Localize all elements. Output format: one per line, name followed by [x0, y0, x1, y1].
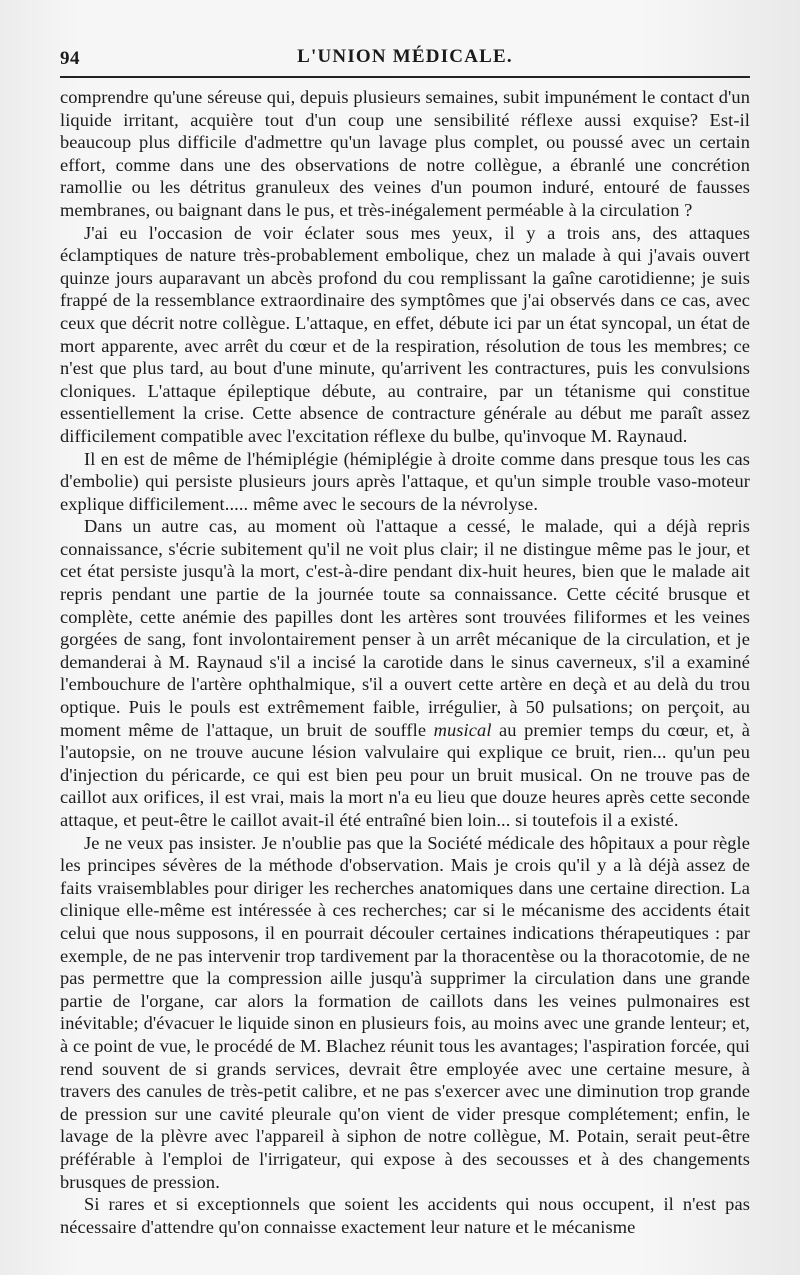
- italic-word-musical: musical: [433, 719, 492, 740]
- paragraph-2: J'ai eu l'occasion de voir éclater sous mes yeux, il y a trois ans, des attaques éclamptiques de nature très-probablement embolique, chez un malade à qui j'avais ouvert quinze jours auparavant un abcès profond du cou remplissant la gaîne carotidienne; je suis frappé de la ressemblance extraordinaire des symptômes que j'ai observés dans ce cas, avec ceux que décrit notre collègue. L'attaque, en effet, débute ici par un état syncopal, un état de mort apparente, avec arrêt du cœur et de la respiration, résolution de tous les membres; ce n'est que plus tard, au bout d'une minute, qu'arrivent les contractures, puis les convulsions cloniques. L'attaque épileptique débute, au contraire, par un tétanisme qui constitue essentiellement la crise. Cette absence de contracture générale au début me paraît assez difficilement compatible avec l'excitation réflexe du bulbe, qu'invoque M. Raynaud.: [60, 222, 750, 446]
- page-number: 94: [60, 48, 80, 69]
- paragraph-4-part-a: Dans un autre cas, au moment où l'attaque a cessé, le malade, qui a déjà repris connaissance, s'écrie subitement qu'il ne voit plus clair; il ne distingue même pas le jour, et cet état persiste jusqu'à la mort, c'est-à-dire pendant dix-huit heures, bien que le malade ait repris pendant une partie de la journée toute sa connaissance. Cette cécité brusque et complète, cette anémie des papilles dont les artères sont trouvées filiformes et les veines gorgées de sang, font involontairement penser à un arrêt mécanique de la circulation, et je demanderai à M. Raynaud s'il a incisé la carotide dans le sinus caverneux, s'il a examiné l'embouchure de l'artère ophthalmique, s'il a ouvert cette artère en deçà et au delà du trou optique. Puis le pouls est extrêmement faible, irrégulier, à 50 pulsations; on perçoit, au moment même de l'attaque, un bruit de souffle: [60, 516, 750, 740]
- paragraph-4-part-b: au premier temps du cœur, et, à l'autopsie, on ne trouve aucune lésion valvulaire qui explique ce bruit, rien... qu'un peu d'injection du péricarde, ce qui est bien peu pour un bruit musical. On ne trouve pas de caillot aux orifices, il est vrai, mais la mort n'a eu lieu que douze heures après cette seconde attaque, et peut-être le caillot avait-il été entraîné bien loin... si toutefois il a existé.: [60, 719, 750, 830]
- paragraph-4: [60, 515, 750, 831]
- paragraph-3: Il en est de même de l'hémiplégie (hémiplégie à droite comme dans presque tous les cas d'embolie) qui persiste plusieurs jours après l'attaque, et qu'un simple trouble vaso-moteur explique difficilement..... même avec le secours de la névrolyse.: [60, 448, 750, 514]
- running-head: L'UNION MÉDICALE.: [297, 46, 513, 67]
- paragraph-5: Je ne veux pas insister. Je n'oublie pas que la Société médicale des hôpitaux a pour règle les principes sévères de la méthode d'observation. Mais je crois qu'il y a là déjà assez de faits vraisemblables pour diriger les recherches anatomiques dans une certaine direction. La clinique elle-même est intéressée à ces recherches; car si le mécanisme des accidents était celui que nous supposons, il en pourrait découler certaines indications thérapeutiques : par exemple, de ne pas intervenir trop tardivement par la thoracentèse ou la thoracotomie, de ne pas permettre que la compression aille jusqu'à supprimer la circulation dans une grande partie de l'organe, car alors la formation de caillots dans les veines pulmonaires est inévitable; d'évacuer le liquide sinon en plusieurs fois, au moins avec une grande lenteur; et, à ce point de vue, le procédé de M. Blachez réunit tous les avantages; l'aspiration forcée, qui rend souvent de si grands services, devrait être employée avec une certaine mesure, à travers des canules de très-petit calibre, et ne pas s'exercer avec une diminution trop grande de pression sur une cavité pleurale qu'on vient de vider presque complétement; enfin, le lavage de la plèvre avec l'appareil à siphon de notre collègue, M. Potain, serait peut-être préférable à l'emploi de l'irrigateur, qui expose à des secousses et à des changements brusques de pression.: [60, 832, 750, 1192]
- page-header: [60, 44, 750, 70]
- paragraph-6: Si rares et si exceptionnels que soient les accidents qui nous occupent, il n'est pas nécessaire d'attendre qu'on connaisse exactement leur nature et le mécanisme: [60, 1194, 750, 1237]
- header-rule: [60, 76, 750, 78]
- article-body: [60, 86, 750, 1238]
- paragraph-1: comprendre qu'une séreuse qui, depuis plusieurs semaines, subit impunément le contact d'un liquide irritant, acquière tout d'un coup une sensibilité réflexe aussi exquise? Est-il beaucoup plus difficile d'admettre qu'un lavage plus complet, ou poussé avec un certain effort, comme dans une des observations de notre collègue, a ébranlé une concrétion ramollie ou les détritus granuleux des veines d'un poumon induré, entouré de fausses membranes, ou baignant dans le pus, et très-inégalement perméable à la circulation ?: [60, 87, 750, 220]
